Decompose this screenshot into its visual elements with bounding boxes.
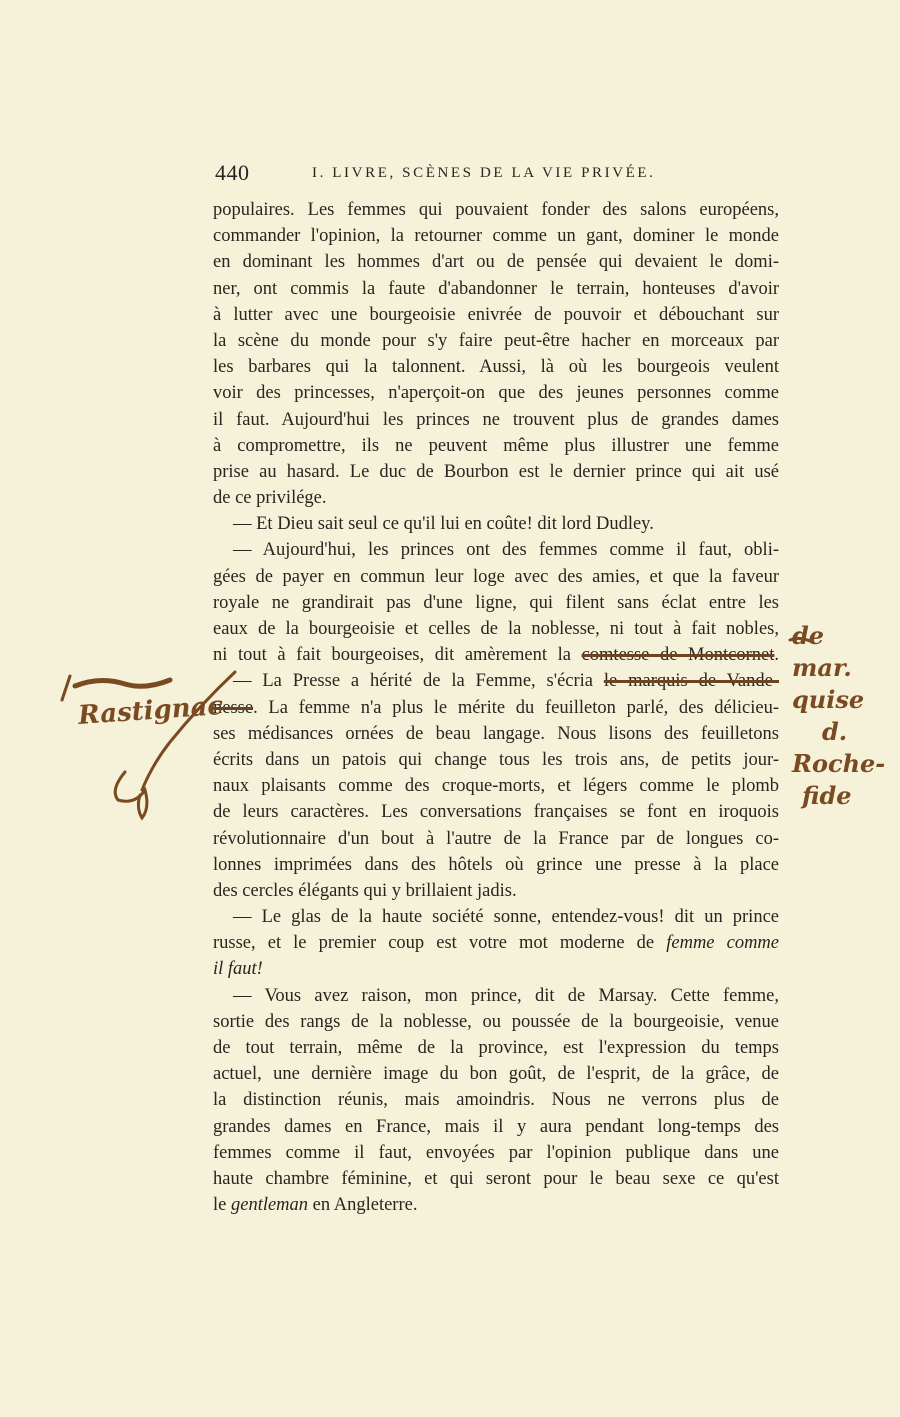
text-segment: ni tout à fait bourgeoises, dit amèrement la [213, 645, 571, 666]
text-line: haute chambre féminine, et qui seront pour le beau sexe ce qu'est [213, 1168, 779, 1189]
text-segment: le [213, 1195, 227, 1216]
margin-note-right-line: quise [792, 685, 865, 714]
text-line: sortie des rangs de la noblesse, ou poussée de la bourgeoisie, venue [213, 1011, 779, 1032]
margin-note-right-line: Roche- [792, 749, 886, 778]
text-line [213, 956, 779, 982]
text-line: la scène du monde pour s'y faire peut-être hacher en morceaux par [213, 330, 779, 351]
text-line: femmes comme il faut, envoyées par l'opinion publique dans une [213, 1142, 779, 1163]
text-line: il faut. Aujourd'hui les princes ne trouvent plus de grandes dames [213, 409, 779, 430]
margin-note-right-line: mar. [792, 653, 852, 682]
text-line: — Le glas de la haute société sonne, entendez-vous! dit un prince [233, 907, 779, 928]
deleatur-mark [115, 772, 147, 818]
text-segment: — La Presse a hérité de la Femme, s'écria [233, 671, 594, 692]
text-line: naux plaisants comme des croque-morts, et légers comme le plomb [213, 776, 779, 797]
text-segment: russe, et le premier coup est votre mot moderne de [213, 933, 655, 954]
text-line [213, 930, 779, 956]
italic-text: gentleman [230, 1195, 309, 1216]
left-slash-mark [62, 676, 70, 700]
running-head: I. LIVRE, SCÈNES DE LA VIE PRIVÉE. [312, 165, 656, 181]
text-line: de leurs caractères. Les conversations françaises se font en iroquois [213, 802, 779, 823]
text-line: à lutter avec une bourgeoisie enivrée de pouvoir et débouchant sur [213, 304, 779, 325]
margin-note-right-line: d. [822, 717, 848, 746]
text-line: grandes dames en France, mais il y aura pendant long-temps des [213, 1116, 779, 1137]
text-line: ner, ont commis la faute d'abandonner le terrain, honteuses d'avoir [213, 278, 779, 299]
margin-note-left [77, 691, 224, 731]
margin-note-left-text: Rastignac [77, 690, 225, 732]
struck-text: nesse [213, 697, 254, 718]
text-segment: en Angleterre. [312, 1195, 418, 1216]
text-line: de tout terrain, même de la province, est l'expression du temps [213, 1038, 779, 1058]
text-line: — Aujourd'hui, les princes ont des femmes comme il faut, obli- [233, 540, 779, 561]
text-line: commander l'opinion, la retourner comme un gant, dominer le monde [213, 226, 779, 247]
margin-note-right-line: fide [802, 781, 852, 810]
text-line: populaires. Les femmes qui pouvaient fonder des salons européens, [213, 200, 779, 220]
text-line: en dominant les hommes d'art ou de pensée qui devaient le domi- [213, 252, 779, 273]
text-line: — Vous avez raison, mon prince, dit de Marsay. Cette femme, [233, 985, 779, 1006]
body-text [213, 197, 779, 1218]
text-line: eaux de la bourgeoisie et celles de la noblesse, ni tout à fait nobles, [213, 619, 779, 639]
text-line: révolutionnaire d'un bout à l'autre de la France par de longues co- [213, 828, 779, 849]
text-line: gées de payer en commun leur loge avec des amies, et que la faveur [213, 566, 779, 587]
struck-text: le marquis de Vande- [603, 671, 779, 692]
text-line: ses médisances ornées de beau langage. Nous lisons des feuilletons [213, 723, 779, 744]
text-line: écrits dans un patois qui change tous les trois ans, de petits jour- [213, 749, 779, 770]
text-segment: . La femme n'a plus le mérite du feuilleton parlé, des délicieu- [253, 697, 779, 718]
page-header [215, 160, 780, 190]
text-line: actuel, une dernière image du bon goût, de l'esprit, de la grâce, de [213, 1064, 779, 1085]
text-line [213, 1192, 779, 1218]
text-line: les barbares qui la talonnent. Aussi, là où les bourgeois veulent [213, 357, 779, 378]
margin-note-right [792, 620, 892, 812]
text-line: voir des princesses, n'aperçoit-on que des jeunes personnes comme [213, 383, 779, 404]
text-line [213, 695, 779, 721]
text-segment: . [774, 645, 779, 666]
text-line: prise au hasard. Le duc de Bourbon est le dernier prince qui ait usé [213, 461, 779, 482]
text-line: de ce privilége. [213, 488, 327, 509]
text-line: lonnes imprimées dans des hôtels où grince une presse à la place [213, 854, 779, 875]
text-line: des cercles élégants qui y brillaient jadis. [213, 880, 517, 901]
italic-text: il faut! [213, 959, 263, 980]
margin-note-right-line: de [792, 621, 825, 650]
text-line: royale ne grandirait pas d'une ligne, qui filent sans éclat entre les [213, 592, 779, 613]
italic-text: femme comme [666, 933, 779, 954]
page-number: 440 [215, 160, 250, 185]
text-line: — Et Dieu sait seul ce qu'il lui en coûte! dit lord Dudley. [233, 514, 654, 535]
struck-text: comtesse de Montcornet [581, 645, 775, 666]
text-line: à compromettre, ils ne peuvent même plus illustrer une femme [213, 435, 779, 456]
text-line [213, 642, 779, 668]
left-cancelled-scribble [75, 680, 170, 686]
text-line: la distinction réunis, mais amoindris. Nous ne verrons plus de [213, 1090, 779, 1111]
text-line [213, 668, 779, 694]
